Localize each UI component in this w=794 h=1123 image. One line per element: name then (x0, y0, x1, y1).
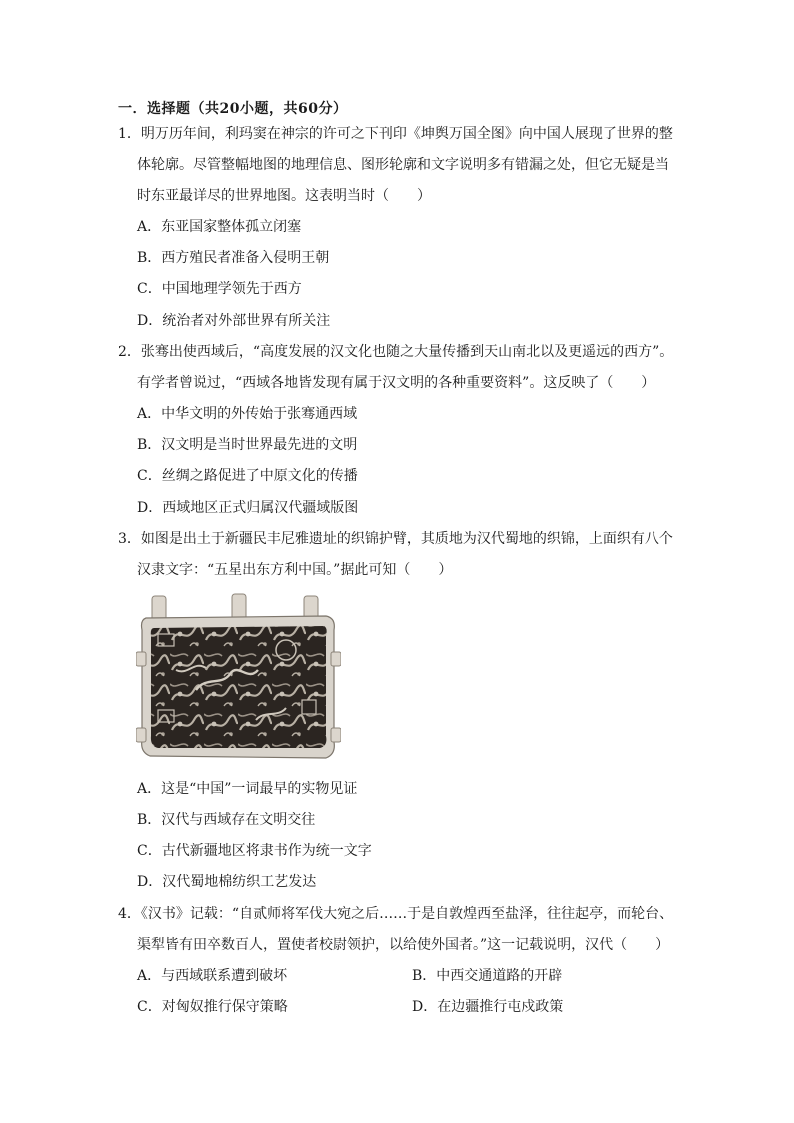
question-3-option-b[interactable]: B．汉代与西域存在文明交往 (137, 812, 316, 828)
question-2-option-b[interactable]: B．汉文明是当时世界最先进的文明 (137, 437, 358, 453)
question-2-option-c[interactable]: C．丝绸之路促进了中原文化的传播 (137, 468, 358, 484)
question-3-number: 3． (118, 531, 141, 547)
question-4-option-a[interactable]: A．与西域联系遭到破坏 (137, 968, 288, 984)
question-2-option-a[interactable]: A．中华文明的外传始于张骞通西域 (137, 406, 358, 422)
question-4-option-b[interactable]: B．中西交通道路的开辟 (412, 968, 563, 984)
question-2-number: 2． (118, 344, 141, 360)
question-2-option-d[interactable]: D．西域地区正式归属汉代疆域版图 (137, 500, 359, 516)
question-1-option-c[interactable]: C．中国地理学领先于西方 (137, 281, 302, 297)
question-1-line-3: 时东亚最详尽的世界地图。这表明当时（ ） (137, 188, 431, 204)
question-3-option-d[interactable]: D．汉代蜀地棉纺织工艺发达 (137, 874, 317, 890)
question-1-option-b[interactable]: B．西方殖民者准备入侵明王朝 (137, 250, 330, 266)
section-title: 一．选择题（共20小题，共60分） (118, 101, 348, 117)
question-3-option-a[interactable]: A．这是“中国”一词最早的实物见证 (137, 781, 358, 797)
question-2-line-2: 有学者曾说过，“西域各地皆发现有属于汉文明的各种重要资料”。这反映了（ ） (137, 375, 656, 391)
question-1-line-2: 体轮廓。尽管整幅地图的地理信息、图形轮廓和文字说明多有错漏之处，但它无疑是当 (137, 157, 669, 173)
question-1-option-d[interactable]: D．统治者对外部世界有所关注 (137, 313, 331, 329)
question-3-line-2: 汉隶文字：“五星出东方利中国。”据此可知（ ） (137, 562, 453, 578)
question-4-option-d[interactable]: D．在边疆推行屯戍政策 (412, 999, 564, 1015)
question-4-number: 4． (118, 906, 141, 922)
question-1-line-1: 1．明万历年间，利玛窦在神宗的许可之下刊印《坤舆万国全图》向中国人展现了世界的整 (118, 126, 673, 142)
question-1-option-a[interactable]: A．东亚国家整体孤立闭塞 (137, 219, 302, 235)
question-4-line-1: 4．《汉书》记载：“自贰师将军伐大宛之后……于是自敦煌西至盐泽，往往起亭，而轮台、 (118, 906, 674, 922)
brocade-armguard-image (136, 590, 341, 765)
question-4-option-c[interactable]: C．对匈奴推行保守策略 (137, 999, 288, 1015)
question-1-number: 1． (118, 126, 141, 142)
question-2-line-1: 2．张骞出使西域后，“高度发展的汉文化也随之大量传播到天山南北以及更遥远的西方”。 (118, 344, 674, 360)
question-4-line-2: 渠犁皆有田卒数百人，置使者校尉领护，以给使外国者。”这一记载说明，汉代（ ） (137, 937, 670, 953)
question-3-option-c[interactable]: C．古代新疆地区将隶书作为统一文字 (137, 843, 372, 859)
question-3-line-1: 3．如图是出土于新疆民丰尼雅遗址的织锦护臂，其质地为汉代蜀地的织锦，上面织有八个 (118, 531, 673, 547)
